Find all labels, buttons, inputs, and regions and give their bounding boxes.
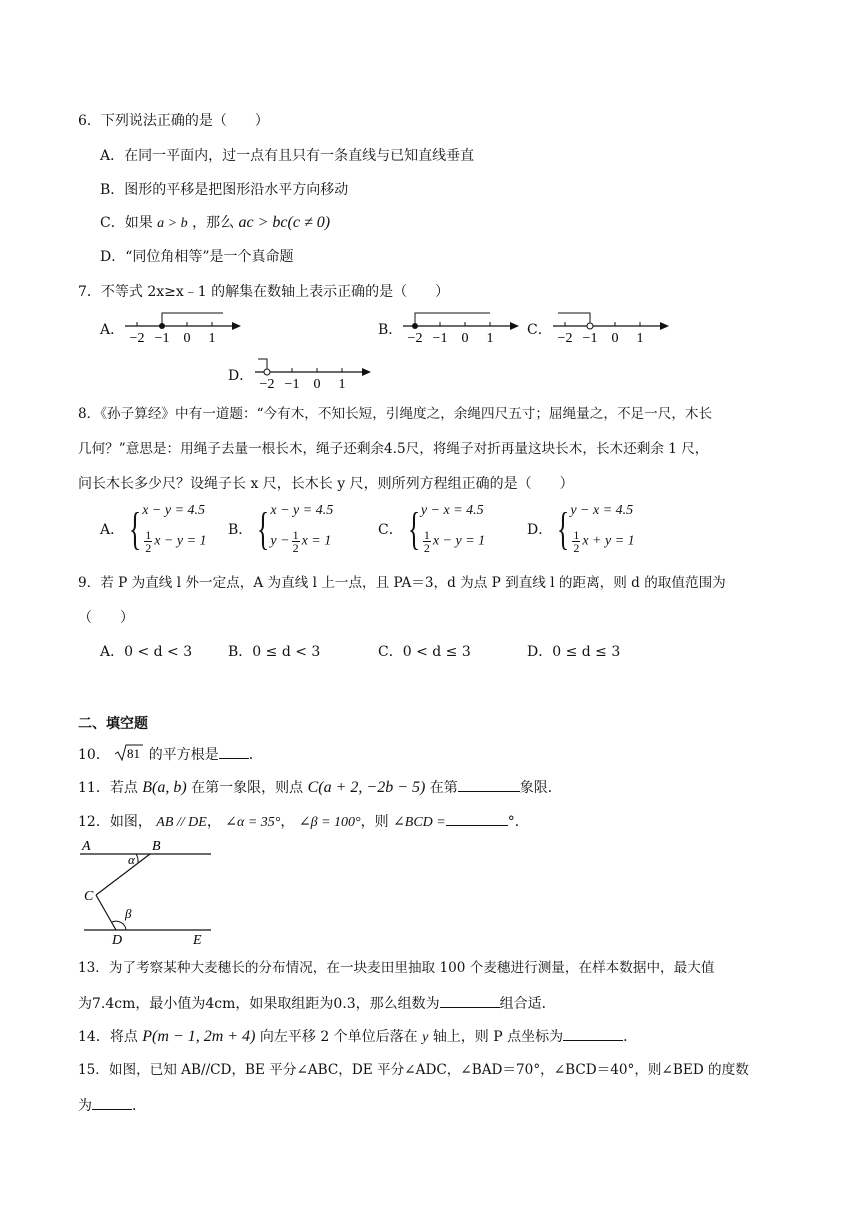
q8-d-eq1: y − x = 4.5 [570, 503, 634, 518]
tick-label: 0 [461, 331, 469, 346]
brace-icon: { [129, 502, 142, 554]
q8-c-eq1: y − x = 4.5 [420, 503, 484, 518]
tick-label: −2 [259, 377, 275, 392]
section-heading: 二、填空题 [78, 716, 148, 732]
answer-blank[interactable] [92, 1095, 132, 1110]
q8-option-c [378, 503, 485, 554]
q8-line2: 几何？”意思是：用绳子去量一根长木，绳子还剩余4.5尺，将绳子对折再量这块长木，长木还剩余 1 尺， [78, 441, 709, 457]
svg-text:B: B [152, 839, 161, 854]
q10: 10． 81 的平方根是 ． [78, 746, 263, 763]
q7-label-b: B． [378, 322, 403, 338]
q8-line3: 问长木长多少尺？设绳子长 x 尺，长木长 y 尺，则所列方程组正确的是（ ） [78, 476, 574, 492]
svg-text:E: E [193, 933, 202, 948]
svg-text:D: D [112, 933, 123, 948]
svg-text:C: C [84, 889, 94, 904]
q8-label-c: C． [378, 521, 403, 538]
q7-numberline-b [398, 308, 523, 348]
tick-label: 1 [486, 331, 494, 346]
q9-option-d: D．0 ≤ d ≤ 3 [527, 644, 621, 660]
tick-label: −1 [432, 331, 448, 346]
q6-option-a: A．在同一平面内，过一点有且只有一条直线与已知直线垂直 [100, 148, 475, 164]
q8-option-b [228, 503, 333, 554]
q15-line1: 15．如图，已知 AB//CD，BE 平分∠ABC，DE 平分∠ADC，∠BAD＝70°，∠BCD＝40°，则∠BED 的度数 [78, 1062, 749, 1078]
q8-label-d: D． [527, 521, 553, 538]
tick-label: 1 [208, 331, 216, 346]
svg-text:A: A [82, 839, 91, 854]
q6-option-d: D．“同位角相等”是一个真命题 [100, 249, 294, 265]
q8-label-b: B． [228, 521, 253, 538]
q6-c-prefix: C．如果 [100, 215, 153, 231]
q11: 11．若点 B(a, b) 在第一象限，则点 C(a + 2, −2b − 5) 在第 象限． [78, 779, 562, 796]
q7-stem: 7．不等式 2x≥x﹣1 的解集在数轴上表示正确的是（ ） [78, 284, 450, 300]
q7-label-a: A． [100, 322, 125, 338]
q6-c-result: ac > bc(c ≠ 0) [238, 214, 331, 231]
tick-label: −2 [557, 331, 573, 346]
q15-line2: 为 ． [78, 1095, 146, 1116]
tick-label: −1 [154, 331, 170, 346]
q8-c-eq2: $\frac{1}{2}$ x − y = 1 [423, 528, 486, 555]
svg-text:β: β [125, 906, 132, 921]
answer-blank[interactable] [440, 993, 500, 1008]
q7-label-d: D． [228, 368, 254, 384]
tick-label: 1 [636, 331, 644, 346]
q8-b-eq2: y − $\frac{1}{2}$ x = 1 [270, 528, 332, 555]
q6-option-c [100, 213, 330, 234]
q14: 14．将点 P(m − 1, 2m + 4) 向左平移 2 个单位后落在 y 轴上，则 P 点坐标为 ． [78, 1028, 638, 1045]
q8-d-eq2: $\frac{1}{2}$ x + y = 1 [573, 528, 635, 555]
q6-option-b: B．图形的平移是把图形沿水平方向移动 [100, 182, 349, 198]
q6-c-cond: a > b [157, 216, 188, 231]
q9-option-b: B．0 ≤ d < 3 [228, 644, 321, 660]
q7-numberline-c [548, 308, 673, 348]
tick-label: −2 [129, 331, 145, 346]
q6-c-mid: ，那么 [192, 215, 235, 231]
q9-line1: 9．若 P 为直线 l 外一定点，A 为直线 l 上一点，且 PA＝3，d 为点 P 到直线 l 的距离，则 d 的取值范围为 [78, 575, 726, 591]
answer-blank[interactable] [219, 744, 249, 759]
q8-a-eq1: x − y = 4.5 [142, 503, 206, 518]
answer-blank[interactable] [563, 1026, 623, 1041]
tick-label: −1 [284, 377, 300, 392]
brace-icon: { [557, 502, 570, 554]
brace-icon: { [257, 502, 270, 554]
q9-line2: （ ） [78, 610, 134, 626]
svg-text:α: α [128, 852, 135, 867]
q9-option-c: C．0 < d ≤ 3 [378, 644, 471, 660]
q8-label-a: A． [100, 521, 125, 538]
q6-stem: 6．下列说法正确的是（ ） [78, 113, 269, 129]
q13-line1: 13．为了考察某种大麦穗长的分布情况，在一块麦田里抽取 100 个麦穗进行测量，在样本数据中，最大值 [78, 960, 715, 976]
q12: 12．如图， AB // DE， ∠α = 35°， ∠β = 100°，则 ∠BCD = °． [78, 811, 529, 833]
q8-option-a [100, 503, 207, 554]
answer-blank[interactable] [458, 777, 520, 792]
q7-numberline-d [250, 354, 375, 394]
tick-label: 0 [611, 331, 619, 346]
tick-label: 0 [183, 331, 191, 346]
sqrt-icon [114, 744, 144, 762]
q8-line1: 8．《孙子算经》中有一道题：“今有木，不知长短，引绳度之，余绳四尺五寸；屈绳量之，不足一尺，木长 [78, 406, 713, 422]
q7-numberline-a [120, 308, 245, 348]
q7-label-c: C． [527, 322, 552, 338]
q8-b-eq1: x − y = 4.5 [270, 503, 334, 518]
brace-icon: { [407, 502, 420, 554]
tick-label: 0 [313, 377, 321, 392]
q12-figure [78, 836, 218, 948]
q13-line2: 为7.4cm，最小值为4cm，如果取组距为0.3，那么组数为 组合适． [78, 993, 556, 1014]
tick-label: −2 [407, 331, 423, 346]
q8-option-d [527, 503, 635, 554]
tick-label: −1 [582, 331, 598, 346]
q9-option-a: A．0 < d < 3 [100, 644, 193, 660]
tick-label: 1 [338, 377, 346, 392]
svg-text:81: 81 [127, 746, 141, 761]
answer-blank[interactable] [446, 811, 508, 826]
q8-a-eq2: $\frac{1}{2}$ x − y = 1 [145, 528, 207, 555]
